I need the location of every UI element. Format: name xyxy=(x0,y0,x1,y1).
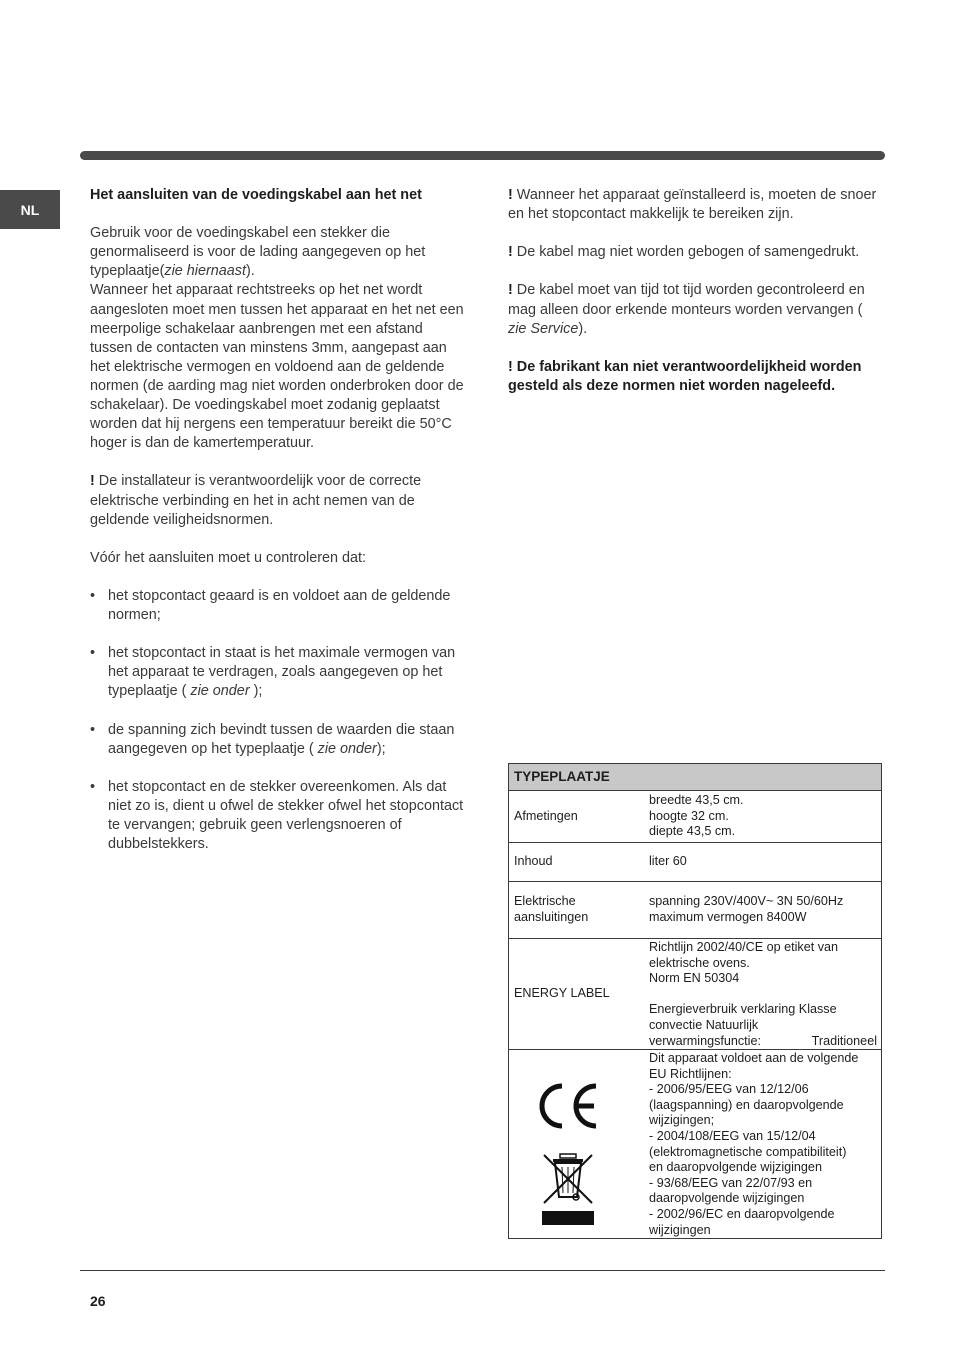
list-item: • de spanning zich bevindt tussen de waarden die staan aangegeven op het typeplaatje ( zie onder); xyxy=(90,721,455,757)
bullet-icon: • xyxy=(90,721,96,738)
left-column xyxy=(90,186,465,854)
warning-mark-icon: ! xyxy=(508,282,513,299)
list-item: • het stopcontact en de stekker overeenkomen. Als dat niet zo is, dient u ofwel de stekker ofwel het stopcontact te vervangen; gebruik geen verlengsnoeren of dubbelstekkers. xyxy=(90,778,464,853)
note-accessible: ! Wanneer het apparaat geïnstalleerd is, moeten de snoer en het stopcontact makkelijk te bereiken zijn. xyxy=(508,187,877,223)
note-cable-bend: ! De kabel mag niet worden gebogen of samengedrukt. xyxy=(508,244,860,261)
table-row: Elektrische aansluitingen spanning 230V/400V~ 3N 50/60Hz maximum vermogen 8400W xyxy=(509,882,881,939)
bullet-icon: • xyxy=(90,645,96,662)
installer-warning: ! De installateur is verantwoordelijk voor de correcte elektrische verbinding en het in acht nemen van de geldende veiligheidsnormen. xyxy=(90,473,422,528)
check-intro: Vóór het aansluiten moet u controleren dat: xyxy=(90,549,366,566)
footer-rule xyxy=(80,1270,885,1271)
list-item: • het stopcontact in staat is het maximale vermogen van het apparaat te verdragen, zoals aangegeven op het typeplaatje ( zie onder ); xyxy=(90,645,456,700)
typeplate-table xyxy=(508,763,882,1239)
page-number: 26 xyxy=(90,1293,106,1309)
paragraph-direct-connection: Wanneer het apparaat rechtstreeks op het net wordt aangesloten moet men tussen het apparaat en het net een meerpolige schakelaar aanbrengen met een afstand tussen de contacten van minstens 3mm, aangepast aan het elektrische vermogen en voldoend aan de geldende normen (de aarding mag niet worden onderbroken door de schakelaar). De voedingskabel moet zodanig geplaatst worden dat hij nergens een temperatuur bereikt die 50°C hoger is dan de kamertemperatuur. xyxy=(90,282,464,452)
note-cable-check: ! De kabel moet van tijd tot tijd worden gecontroleerd en mag alleen door erkende monteurs worden vervangen ( zie Service). xyxy=(508,282,865,337)
header-bar xyxy=(80,151,885,160)
warning-mark-icon: ! xyxy=(508,358,513,375)
language-tab: NL xyxy=(0,190,60,229)
bullet-icon: • xyxy=(90,587,96,604)
table-row: ENERGY LABEL Richtlijn 2002/40/CE op etiket van elektrische ovens. Norm EN 50304 Energieverbruik verklaring Klasse convectie Natuurlijk verwarmingsfunctie: Traditioneel xyxy=(509,939,881,1050)
warning-mark-icon: ! xyxy=(508,187,513,203)
paragraph-plug: Gebruik voor de voedingskabel een stekker die genormaliseerd is voor de lading aangegeven op het typeplaatje(zie hiernaast). xyxy=(90,225,426,280)
right-column xyxy=(508,186,883,396)
typeplate-title: TYPEPLAATJE xyxy=(509,764,881,791)
crossed-bin-icon xyxy=(542,1151,594,1226)
table-row: Inhoud liter 60 xyxy=(509,843,881,882)
bullet-icon: • xyxy=(90,778,96,795)
note-manufacturer: ! De fabrikant kan niet verantwoordelijkheid worden gesteld als deze normen niet worden nageleefd. xyxy=(508,358,862,394)
list-item: • het stopcontact geaard is en voldoet aan de geldende normen; xyxy=(90,587,451,624)
table-row: Afmetingen breedte 43,5 cm. hoogte 32 cm. diepte 43,5 cm. xyxy=(509,791,881,843)
section-heading: Het aansluiten van de voedingskabel aan het net xyxy=(90,187,422,203)
table-row: Dit apparaat voldoet aan de volgende EU Richtlijnen: - 2006/95/EEG van 12/12/06 (laagspanning) en daaropvolgende wijzigingen; - 2004/108/EEG van 15/12/04 (elektromagnetische compatibiliteit) en daaropvolgende wijzigingen - 93/68/EEG van 22/07/93 en daaropvolgende wijzigingen - 2002/96/EC en daaropvolgende wijzigingen xyxy=(509,1050,881,1238)
warning-mark-icon: ! xyxy=(90,473,95,490)
ce-mark-icon xyxy=(534,1080,600,1132)
warning-mark-icon: ! xyxy=(508,244,513,261)
